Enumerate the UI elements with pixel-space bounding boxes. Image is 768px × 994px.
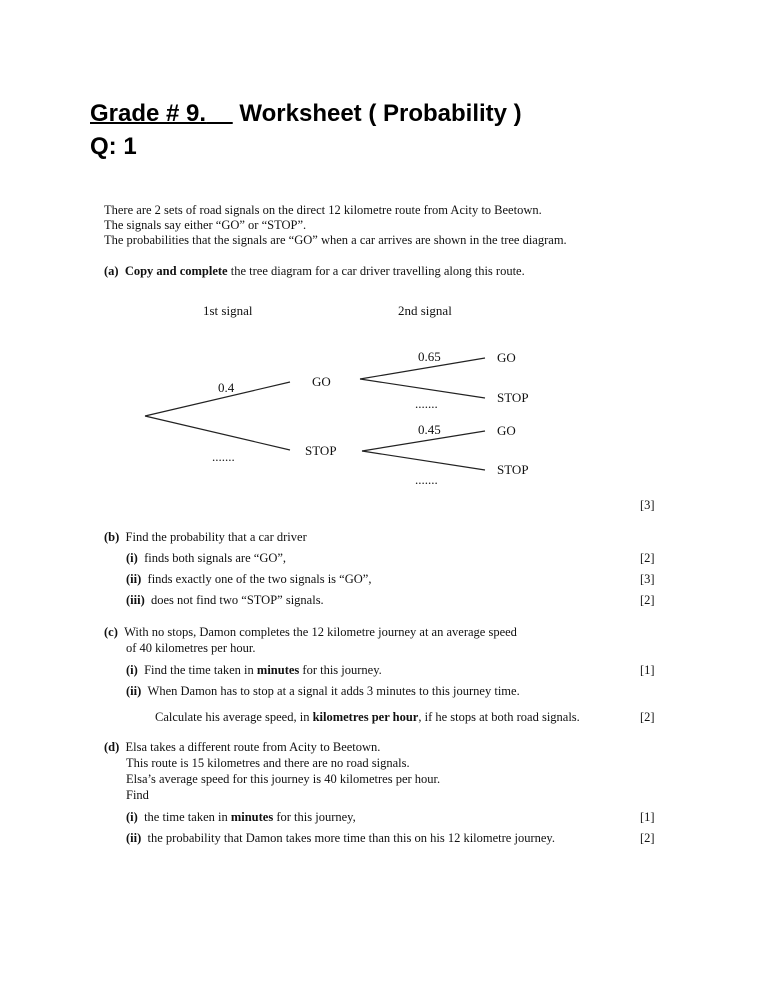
sub-question-row	[126, 809, 356, 825]
leaf-go: GO	[497, 423, 516, 438]
intro-line: The probabilities that the signals are “GO” when a car arrives are shown in the tree diagram.	[104, 233, 567, 247]
sub-question: Find the time taken in	[144, 663, 257, 677]
emphasis: Copy and complete	[124, 264, 228, 278]
sub-question: When Damon has to stop at a signal it adds 3 minutes to this journey time.	[147, 684, 520, 698]
node-go: GO	[312, 374, 331, 389]
sub-label: (ii)	[126, 572, 142, 586]
sub-question-row	[155, 709, 580, 725]
part-b	[104, 529, 307, 545]
marks: [3]	[640, 498, 655, 512]
grade-label: Grade # 9.	[90, 100, 207, 127]
leaf-stop: STOP	[497, 390, 529, 405]
part-d-text: Elsa takes a different route from Acity to Beetown.	[125, 740, 381, 754]
intro-line: There are 2 sets of road signals on the direct 12 kilometre route from Acity to Beetown.	[104, 203, 542, 217]
sub-question-row	[126, 662, 382, 678]
emphasis: minutes	[256, 663, 300, 677]
node-stop: STOP	[305, 443, 337, 458]
prob-go-stop-blank: .......	[415, 396, 438, 411]
sub-question-row	[126, 571, 371, 587]
part-label: (c)	[104, 625, 118, 639]
question-number: Q: 1	[90, 133, 137, 160]
prob-go-1: 0.4	[218, 380, 235, 395]
part-b-text: Find the probability that a car driver	[125, 530, 307, 544]
sub-label: (i)	[126, 663, 138, 677]
marks: [2]	[640, 551, 655, 565]
sub-label: (ii)	[126, 831, 142, 845]
sub-question-row	[126, 592, 324, 608]
sub-label: (i)	[126, 810, 138, 824]
marks: [3]	[640, 572, 655, 586]
sub-question-row	[126, 830, 555, 846]
marks: [2]	[640, 593, 655, 607]
part-label: (d)	[104, 740, 120, 754]
marks: [2]	[640, 831, 655, 845]
sub-question: the time taken in	[144, 810, 231, 824]
sub-label: (i)	[126, 551, 138, 565]
worksheet-subject: Worksheet ( Probability )	[239, 100, 522, 127]
sub-question: Calculate his average speed, in	[155, 710, 313, 724]
prob-stop-1-blank: .......	[212, 449, 235, 464]
marks: [1]	[640, 663, 655, 677]
part-d-text: Find	[126, 788, 149, 802]
emphasis: minutes	[230, 810, 274, 824]
second-signal-heading: 2nd signal	[398, 303, 452, 318]
sub-question: for this journey,	[273, 810, 356, 824]
intro-line: The signals say either “GO” or “STOP”.	[104, 218, 307, 232]
part-d-text: Elsa’s average speed for this journey is 40 kilometres per hour.	[126, 772, 441, 786]
part-c-text: of 40 kilometres per hour.	[126, 641, 256, 655]
sub-question: finds exactly one of the two signals is “GO”,	[147, 572, 372, 586]
sub-question: finds both signals are “GO”,	[144, 551, 287, 565]
sub-question-row	[126, 550, 286, 566]
first-signal-heading: 1st signal	[203, 303, 253, 318]
prob-stop-go: 0.45	[418, 422, 441, 437]
sub-label: (iii)	[126, 593, 145, 607]
marks: [1]	[640, 810, 655, 824]
sub-label: (ii)	[126, 684, 142, 698]
leaf-stop: STOP	[497, 462, 529, 477]
part-c	[104, 624, 517, 640]
marks: [2]	[640, 710, 655, 724]
branch-line	[145, 416, 290, 450]
part-d-text: This route is 15 kilometres and there are no road signals.	[126, 756, 410, 770]
leaf-go: GO	[497, 350, 516, 365]
emphasis: kilometres per hour	[312, 710, 419, 724]
prob-go-go: 0.65	[418, 349, 441, 364]
part-a-text: the tree diagram for a car driver travelling along this route.	[227, 264, 525, 278]
sub-question: for this journey.	[299, 663, 382, 677]
part-label: (b)	[104, 530, 120, 544]
part-c-text: With no stops, Damon completes the 12 kilometre journey at an average speed	[124, 625, 517, 639]
sub-question-row	[126, 683, 520, 699]
sub-question: the probability that Damon takes more time than this on his 12 kilometre journey.	[147, 831, 555, 845]
sub-question: does not find two “STOP” signals.	[151, 593, 324, 607]
part-d	[104, 739, 380, 755]
prob-stop-stop-blank: .......	[415, 472, 438, 487]
branch-line	[362, 451, 485, 470]
part-label: (a)	[104, 264, 119, 278]
sub-question: , if he stops at both road signals.	[418, 710, 580, 724]
